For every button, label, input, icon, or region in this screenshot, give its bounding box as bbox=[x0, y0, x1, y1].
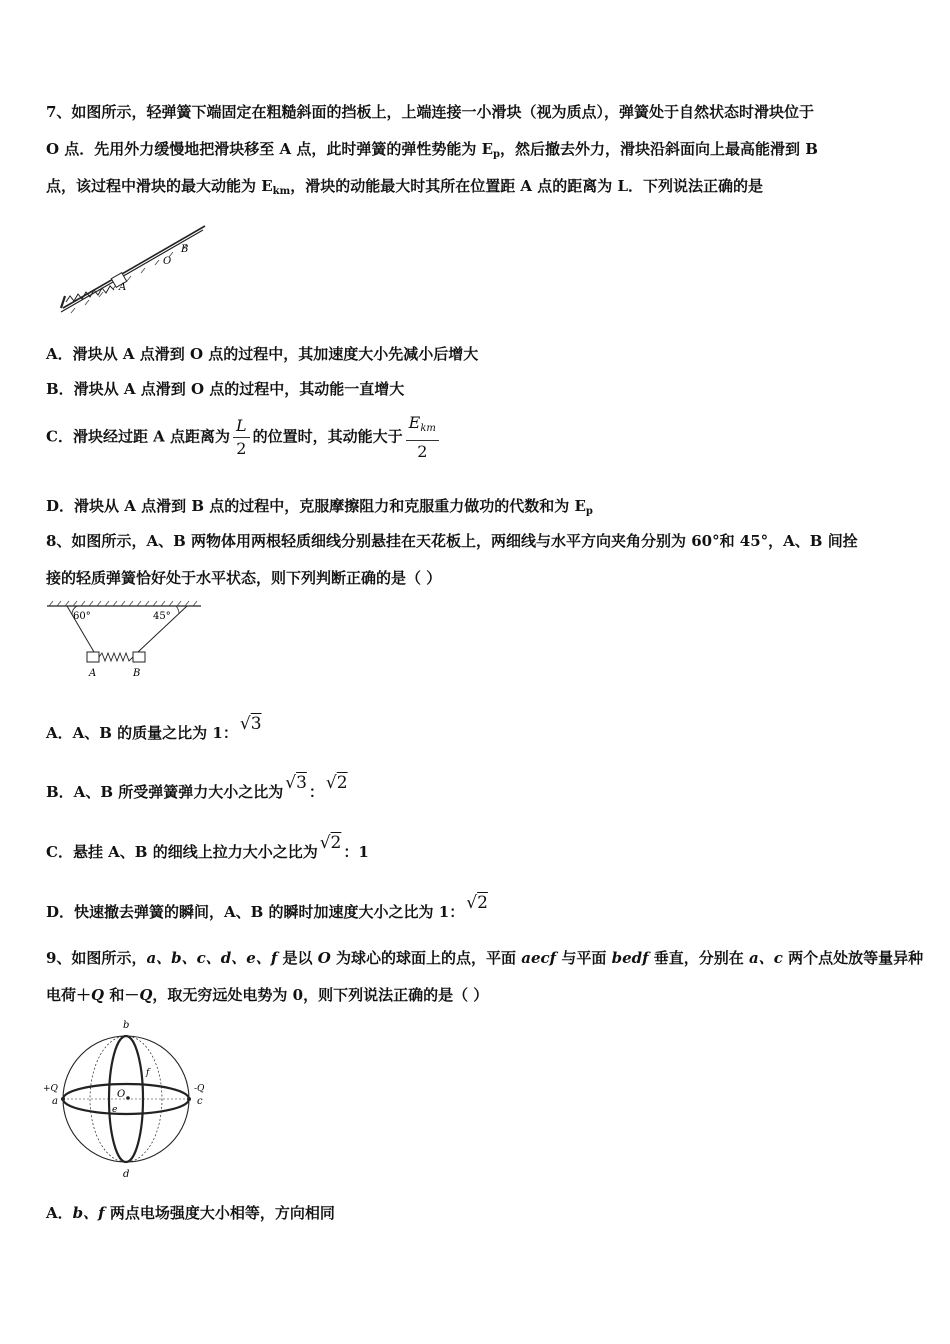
q7-option-d: D．滑块从 A 点滑到 B 点的过程中，克服摩擦阻力和克服重力做功的代数和为 $E_p$ bbox=[46, 497, 593, 517]
q9-label-b: b bbox=[123, 1020, 130, 1031]
q7-option-b: B．滑块从 A 点滑到 O 点的过程中，其动能一直增大 bbox=[46, 380, 405, 398]
q9-label-a: a bbox=[52, 1096, 58, 1107]
fraction-l-over-2: $\frac{L}{2}$ bbox=[233, 415, 250, 460]
q7-stem-line-3: 点，该过程中滑块的最大动能为 $E_{km}$，滑块的动能最大时其所在位置距 A 点的距离为 L．下列说法正确的是 bbox=[46, 177, 764, 197]
q7-stem-line-2: O 点．先用外力缓慢地把滑块移至 A 点，此时弹簧的弹性势能为 $E_p$，然后撤去外力，滑块沿斜面向上最高能滑到 B bbox=[46, 140, 818, 160]
q9-label-plus-q: +Q bbox=[43, 1084, 58, 1094]
q9-label-minus-q: -Q bbox=[194, 1084, 205, 1094]
q9-option-a: A．b、f 两点电场强度大小相等，方向相同 bbox=[46, 1204, 335, 1222]
q8-stem-line-1: 8、如图所示，A、B 两物体用两根轻质细线分别悬挂在天花板上，两细线与水平方向夹角分别为 60°和 45°，A、B 间拴 bbox=[46, 532, 858, 550]
q7-option-c: C．滑块经过距 A 点距离为 $\frac{L}{2}$ 的位置时，其动能大于 $\frac{E_{km}}{2}$ bbox=[46, 412, 442, 463]
q8-option-a: A．A、B 的质量之比为 1： √3 bbox=[46, 714, 262, 742]
q8-stem-line-2: 接的轻质弹簧恰好处于水平状态，则下列判断正确的是（ ） bbox=[46, 569, 442, 587]
q9-label-c: c bbox=[197, 1096, 203, 1107]
q7-label-o: O bbox=[163, 256, 172, 267]
q7-option-a: A．滑块从 A 点滑到 O 点的过程中，其加速度大小先减小后增大 bbox=[46, 345, 479, 363]
q8-option-b: B．A、B 所受弹簧弹力大小之比为 √3 ： √2 bbox=[46, 773, 348, 801]
q8-angle-60: 60° bbox=[73, 611, 91, 622]
q8-label-b: B bbox=[133, 668, 141, 679]
q9-label-o: O bbox=[117, 1089, 126, 1100]
q8-option-d: D．快速撤去弹簧的瞬间，A、B 的瞬时加速度大小之比为 1： √2 bbox=[46, 893, 488, 921]
q7-incline-figure bbox=[55, 220, 215, 315]
q7-label-a: A bbox=[119, 282, 127, 293]
q7-label-b: B bbox=[181, 244, 189, 255]
q9-stem-line-2: 电荷＋Q 和－Q，取无穷远处电势为 0，则下列说法正确的是（ ） bbox=[46, 986, 489, 1004]
q9-sphere-figure bbox=[40, 1015, 220, 1180]
q9-stem-line-1: 9、如图所示，a、b、c、d、e、f 是以 O 为球心的球面上的点，平面 aecf 与平面 bedf 垂直，分别在 a、c 两个点处放等量异种 bbox=[46, 949, 924, 967]
q8-angle-45: 45° bbox=[153, 611, 171, 622]
q9-label-d: d bbox=[123, 1169, 130, 1180]
q8-option-c: C．悬挂 A、B 的细线上拉力大小之比为 √2 ：1 bbox=[46, 833, 369, 861]
q9-label-f: f bbox=[146, 1068, 150, 1078]
q8-label-a: A bbox=[89, 668, 97, 679]
q9-label-e: e bbox=[112, 1105, 118, 1115]
q8-hanging-figure bbox=[45, 600, 205, 682]
q7-stem-line-1: 7、如图所示，轻弹簧下端固定在粗糙斜面的挡板上，上端连接一小滑块（视为质点），弹簧处于自然状态时滑块位于 bbox=[46, 103, 814, 121]
fraction-ekm-over-2: $\frac{E_{km}}{2}$ bbox=[406, 412, 439, 463]
